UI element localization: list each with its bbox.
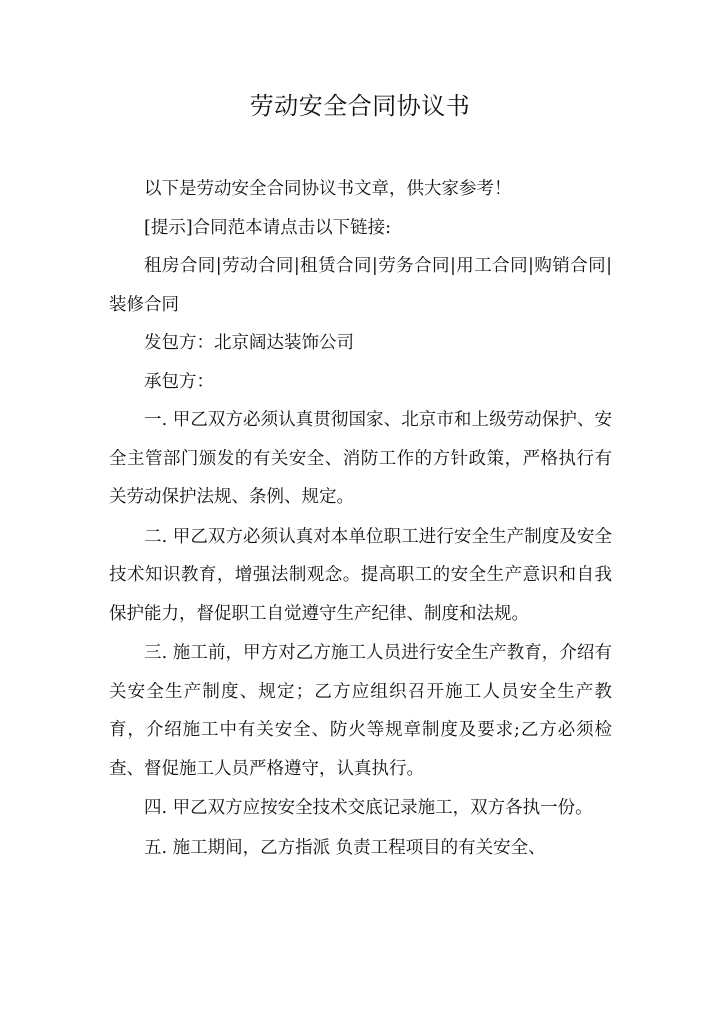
clause-four-paragraph: 四. 甲乙双方应按安全技术交底记录施工，双方各执一份。 [144, 798, 593, 818]
clause-three-paragraph: 三. 施工前，甲方对乙方施工人员进行安全生产教育，介绍有关安全生产制度、规定；乙方应组织召开施工人员安全生产教育，介绍施工中有关安全、防火等规章制度及要求;乙方必须检查、督促施工人员严格遵守，认真执行。 [109, 643, 612, 779]
intro-paragraph: 以下是劳动安全合同协议书文章，供大家参考！ [144, 179, 512, 199]
clause-five-paragraph: 五. 施工期间，乙方指派 负责工程项目的有关安全、 [144, 837, 546, 858]
contractor-paragraph: 承包方： [144, 371, 214, 392]
clause-two-paragraph: 二. 甲乙双方必须认真对本单位职工进行安全生产制度及安全技术知识教育，增强法制观念。提高职工的安全生产意识和自我保护能力，督促职工自觉遵守生产纪律、制度和法规。 [109, 526, 612, 624]
document-title: 劳动安全合同协议书 [249, 92, 471, 120]
employer-paragraph: 发包方：北京阔达装饰公司 [144, 333, 354, 353]
document-body [109, 170, 612, 867]
clause-one-paragraph: 一. 甲乙双方必须认真贯彻国家、北京市和上级劳动保护、安全主管部门颁发的有关安全、消防工作的方针政策，严格执行有关劳动保护法规、条例、规定。 [109, 410, 612, 507]
contract-links-paragraph: 租房合同|劳动合同|租赁合同|劳务合同|用工合同|购销合同|装修合同 [109, 256, 612, 315]
hint-paragraph: [提示]合同范本请点击以下链接: [144, 217, 392, 238]
